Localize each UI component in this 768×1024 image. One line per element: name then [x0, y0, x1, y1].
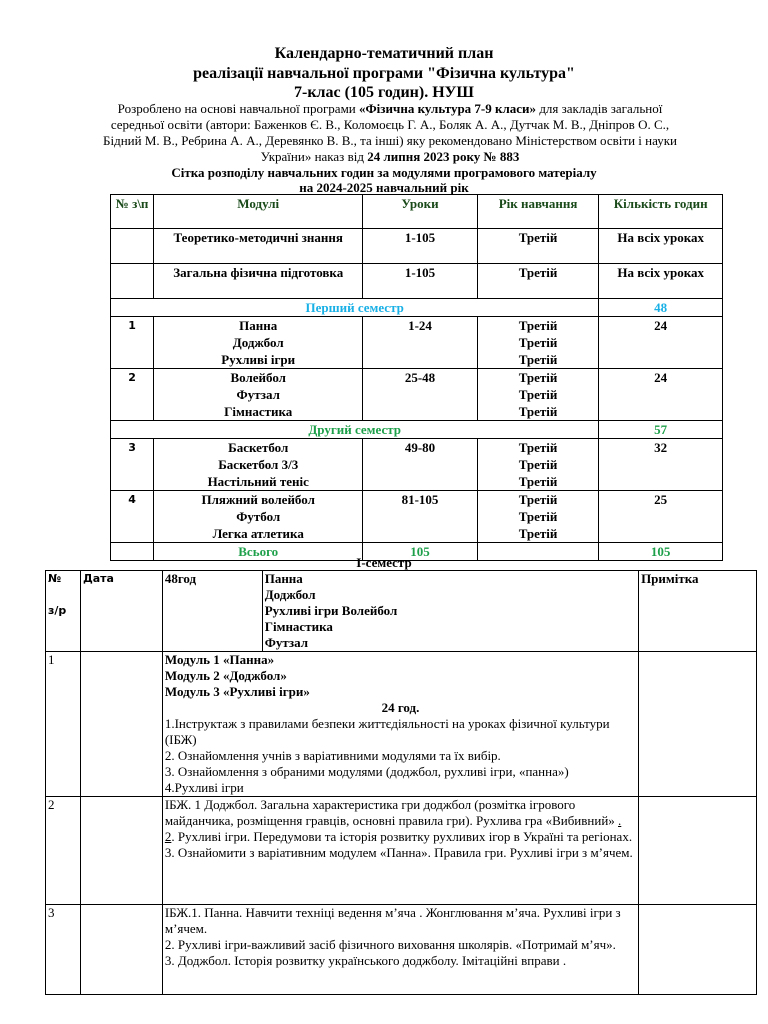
table-row: 3 Баскетбол Баскетбол 3/3 Настільний теніс 49-80 Третій Третій Третій 32 — [111, 439, 723, 491]
col-header-year: Рік навчання — [477, 195, 599, 229]
semester-row: Другий семестр 57 — [111, 421, 723, 439]
table-row: 1 Панна Доджбол Рухливі ігри 1-24 Третій Третій Третій 24 — [111, 317, 723, 369]
table-row: Загальна фізична підготовка 1-105 Третій На всіх уроках — [111, 264, 723, 299]
table-row: 4 Пляжний волейбол Футбол Легка атлетика 81-105 Третій Третій Третій 25 — [111, 491, 723, 543]
col-header-modules: Модулі — [154, 195, 363, 229]
col-header-date: Дата — [80, 571, 162, 652]
table-row: 3 ІБЖ.1. Панна. Навчити техніці ведення м’яча . Жонглювання м’яча. Рухливі ігри з м’ячем. 2. Рухливі ігри-важливий засіб фізичного виховання школярів. «Потримай м’яч». 3. Доджбол. Історія розвитку українського доджболу. Імітаційні вправи . — [46, 905, 757, 995]
hours-distribution-table — [110, 194, 723, 561]
col-header-lessons: Уроки — [363, 195, 478, 229]
total-row: Всього 105 105 — [111, 543, 723, 561]
semester-title: І-семестр — [356, 555, 412, 570]
grid-title-line1: Сітка розподілу навчальних годин за модулями програмового матеріалу — [171, 165, 597, 180]
table-row: 2 Волейбол Футзал Гімнастика 25-48 Третій Третій Третій 24 — [111, 369, 723, 421]
col-header-num: № з\п — [111, 195, 154, 229]
doc-title-line1: Календарно-тематичний план — [274, 45, 494, 62]
table-row: 1 Модуль 1 «Панна» Модуль 2 «Доджбол» Модуль 3 «Рухливі ігри» 24 год. 1.Інструктаж з правилами безпеки життєдіяльності на уроках фізичної культури (ІБЖ) 2. Ознайомлення учнів з варіативними модулями та їх вибір. 3. Ознайомлення з обраними модулями (доджбол, рухливі ігри, «панна») 4.Рухливі ігри — [46, 652, 757, 797]
grid-title-line2: на 2024-2025 навчальний рік — [299, 180, 469, 195]
col-header-num: № з/р — [46, 571, 81, 652]
doc-description: Розроблено на основі навчальної програми «Фізична культура 7-9 класи» для закладів загальної середньої освіти (автори: Баженков Є. В., Коломоєць Г. А., Боляк А. А., Дутчак М. В., Дніпров О. С., Бідний М. В., Ребрина А. А., Деревянко В. В., та інші) яку рекомендовано Міністерством освіти і науки України» наказ від 24 липня 2023 року № 883 — [103, 101, 677, 164]
col-header-hours: Кількість годин — [599, 195, 723, 229]
col-header-note: Примітка — [639, 571, 757, 652]
lesson-plan-table — [45, 570, 757, 995]
table-row: Теоретико-методичні знання 1-105 Третій На всіх уроках — [111, 229, 723, 264]
doc-title-line3: 7-клас (105 годин). НУШ — [294, 84, 474, 101]
col-header-modules: Панна Доджбол Рухливі ігри Волейбол Гімнастика Футзал — [262, 571, 638, 652]
doc-title-line2: реалізації навчальної програми "Фізична культура" — [193, 65, 575, 82]
semester-row: Перший семестр 48 — [111, 299, 723, 317]
col-header-hours: 48год — [162, 571, 262, 652]
table-row: 2 ІБЖ. 1 Доджбол. Загальна характеристика гри доджбол (розмітка ігрового майданчика, розміщення гравців, основні правила гри). Рухлива гра «Вибивний» . 2. Рухливі ігри. Передумови та історія розвитку рухливих ігор в Україні та регіонах. 3. Ознайомити з варіативним модулем «Панна». Правила гри. Рухливі ігри з м’ячем. — [46, 797, 757, 905]
